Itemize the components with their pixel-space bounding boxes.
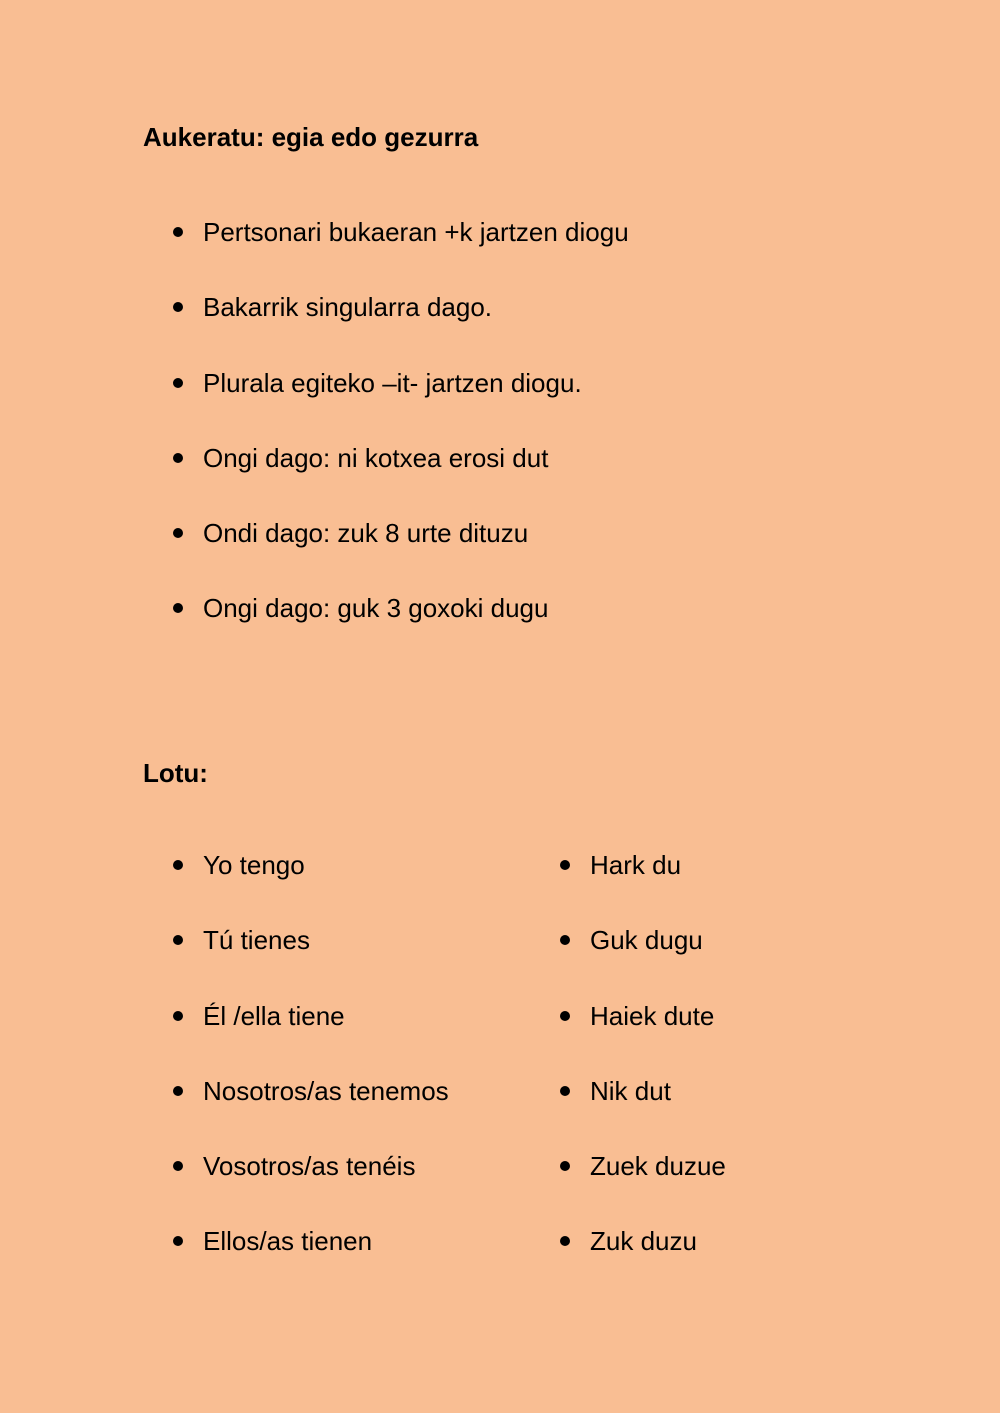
spanish-phrase: Él /ella tiene	[203, 1000, 345, 1031]
bullet-icon	[173, 302, 183, 312]
section1-heading: Aukeratu: egia edo gezurra	[143, 122, 479, 152]
basque-phrase: Zuek duzue	[590, 1151, 726, 1182]
spanish-phrase: Tú tienes	[203, 925, 310, 956]
bullet-icon	[173, 453, 183, 463]
list-item	[143, 927, 449, 1002]
statement-text: Ondi dago: zuk 8 urte dituzu	[203, 518, 529, 549]
bullet-icon	[560, 1086, 570, 1096]
statement-text: Ongi dago: guk 3 goxoki dugu	[203, 593, 549, 624]
bullet-icon	[173, 528, 183, 538]
list-item	[143, 520, 629, 595]
basque-phrase: Zuk duzu	[590, 1226, 697, 1257]
statement-text: Plurala egiteko –it- jartzen diogu.	[203, 367, 582, 398]
basque-phrase: Nik dut	[590, 1075, 671, 1106]
bullet-icon	[173, 378, 183, 388]
bullet-icon	[173, 1086, 183, 1096]
spanish-phrase: Yo tengo	[203, 850, 305, 880]
basque-phrase: Guk dugu	[590, 925, 703, 956]
list-item	[143, 1228, 449, 1303]
list-item	[530, 852, 726, 927]
matching-left-list	[143, 852, 449, 1304]
list-item	[530, 1075, 726, 1153]
statement-text: Pertsonari bukaeran +k jartzen diogu	[203, 217, 629, 247]
list-item	[530, 927, 726, 1002]
list-item	[143, 1000, 449, 1078]
bullet-icon	[560, 860, 570, 870]
bullet-icon	[560, 935, 570, 945]
spanish-phrase: Vosotros/as tenéis	[203, 1151, 416, 1182]
list-item	[530, 1228, 726, 1303]
list-item	[143, 294, 629, 369]
bullet-icon	[560, 1236, 570, 1246]
section2-heading: Lotu:	[143, 758, 208, 788]
list-item	[143, 219, 629, 294]
list-item	[143, 367, 629, 445]
list-item	[143, 1075, 449, 1153]
bullet-icon	[560, 1011, 570, 1021]
statement-text: Ongi dago: ni kotxea erosi dut	[203, 442, 549, 473]
bullet-icon	[173, 1011, 183, 1021]
true-false-list	[143, 219, 629, 671]
basque-phrase: Hark du	[590, 850, 682, 880]
list-item	[530, 1000, 726, 1078]
bullet-icon	[560, 1161, 570, 1171]
basque-phrase: Haiek dute	[590, 1000, 715, 1031]
list-item	[143, 595, 629, 670]
list-item	[143, 442, 629, 520]
bullet-icon	[173, 935, 183, 945]
bullet-icon	[173, 1161, 183, 1171]
spanish-phrase: Ellos/as tienen	[203, 1226, 373, 1257]
matching-right-list	[530, 852, 726, 1304]
bullet-icon	[173, 227, 183, 237]
spanish-phrase: Nosotros/as tenemos	[203, 1075, 449, 1106]
bullet-icon	[173, 603, 183, 613]
list-item	[143, 852, 449, 927]
list-item	[143, 1153, 449, 1228]
list-item	[530, 1153, 726, 1228]
bullet-icon	[173, 1236, 183, 1246]
statement-text: Bakarrik singularra dago.	[203, 292, 493, 323]
bullet-icon	[173, 860, 183, 870]
